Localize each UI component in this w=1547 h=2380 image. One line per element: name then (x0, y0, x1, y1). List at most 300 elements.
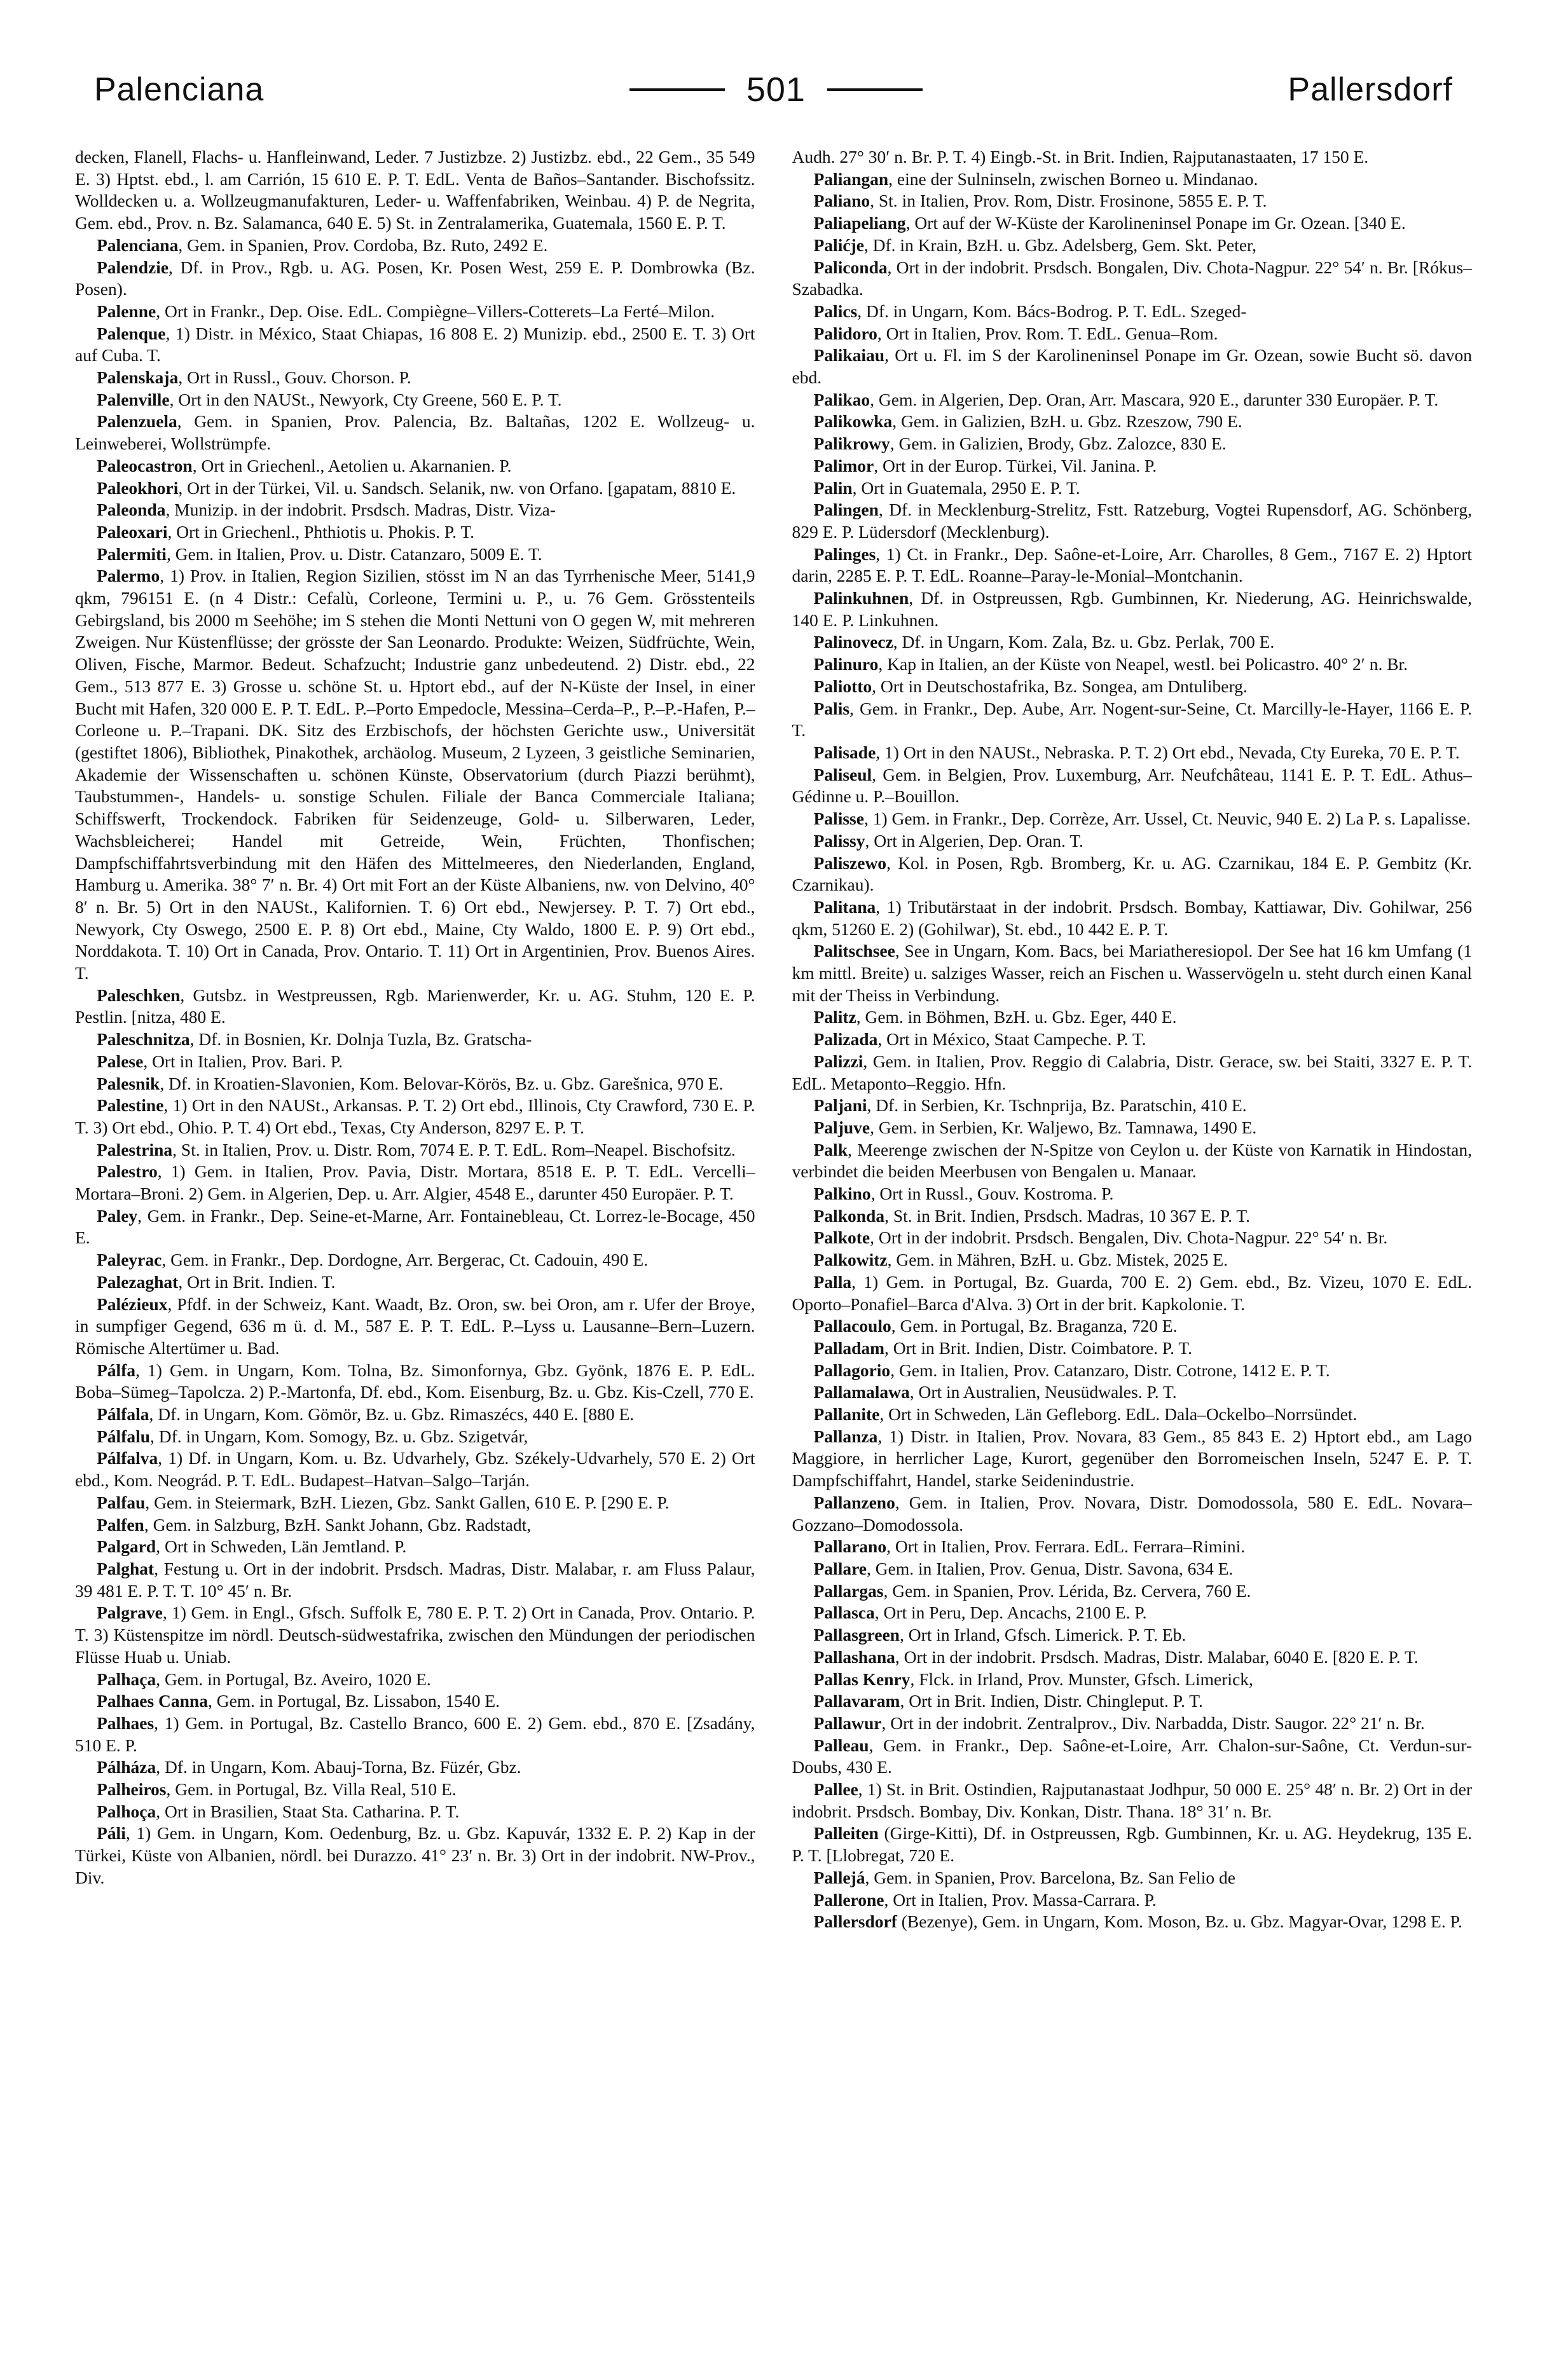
dictionary-entry (792, 587, 1473, 631)
entry-text: Audh. 27° 30′ n. Br. P. T. 4) Eingb.-St. in Brit. Indien, Rajputanastaaten, 17 150 E. (792, 147, 1369, 167)
dictionary-entry (792, 1051, 1473, 1095)
entry-text: , 1) Gem. in Frankr., Dep. Corrèze, Arr. Ussel, Ct. Neuvic, 940 E. 2) La P. s. Lapalisse. (863, 809, 1471, 829)
entry-text: , Ort in Algerien, Dep. Oran. T. (865, 830, 1083, 851)
entry-headword: Palissy (813, 830, 865, 851)
dictionary-entry (75, 257, 755, 301)
entry-headword: Pallavaram (813, 1691, 900, 1711)
dictionary-entry (792, 1646, 1473, 1669)
entry-headword: Palladam (813, 1337, 885, 1358)
entry-headword: Pallasgreen (813, 1625, 900, 1645)
right-column (792, 146, 1473, 2346)
entry-headword: Palestrina (97, 1139, 173, 1159)
entry-text: , Ort in Deutschostafrika, Bz. Songea, am Dntuliberg. (872, 676, 1248, 696)
dictionary-entry (792, 1249, 1473, 1271)
entry-headword: Palézieux (97, 1294, 168, 1314)
dictionary-entry (75, 499, 755, 521)
dictionary-entry (75, 1051, 755, 1073)
entry-headword: Paliconda (813, 257, 888, 277)
entry-headword: Paliapeliang (813, 213, 906, 233)
header-rule-left (629, 88, 725, 91)
entry-headword: Palkowitz (813, 1250, 888, 1270)
entry-headword: Palimor (813, 455, 874, 475)
dictionary-entry (792, 1536, 1473, 1558)
entry-text: , Munizip. in der indobrit. Prsdsch. Madras, Distr. Viza- (165, 500, 556, 520)
entry-headword: Paleokhori (97, 477, 179, 498)
entry-text: , Df. in Prov., Rgb. u. AG. Posen, Kr. Posen West, 259 E. P. Dombrowka (Bz. Posen). (75, 257, 755, 299)
dictionary-entry (75, 1249, 755, 1271)
dictionary-entry (75, 521, 755, 544)
entry-text: , Ort in der Türkei, Vil. u. Sandsch. Selanik, nw. von Orfano. [gapatam, 8810 E. (178, 477, 736, 498)
dictionary-entry (75, 1029, 755, 1051)
dictionary-entry (792, 1558, 1473, 1580)
entry-text: , Flck. in Irland, Prov. Munster, Gfsch. Limerick, (910, 1669, 1253, 1689)
dictionary-entry (75, 1558, 755, 1602)
entry-text: , 1) Df. in Ungarn, Kom. u. Bz. Udvarhely, Gbz. Székely-Udvarhely, 570 E. 2) Ort ebd., Kom. Neográd. P. T. EdL. Budapest–Hatvan–Salgo–Tarján. (75, 1448, 755, 1491)
dictionary-entry (792, 1669, 1473, 1691)
dictionary-entry (792, 1624, 1473, 1646)
entry-headword: Palenville (97, 389, 170, 409)
dictionary-entry (75, 1139, 755, 1161)
entry-text: , Gem. in Salzburg, BzH. Sankt Johann, Gbz. Radstadt, (144, 1514, 532, 1535)
entry-text: , Gem. in Portugal, Bz. Villa Real, 510 E. (166, 1779, 457, 1800)
entry-headword: Pálfalva (97, 1448, 158, 1468)
left-column (75, 146, 755, 2346)
dictionary-entry (792, 455, 1473, 477)
entry-text: , Df. in Ungarn, Kom. Gömör, Bz. u. Gbz. Rimaszécs, 440 E. [880 E. (149, 1404, 635, 1425)
dictionary-entry (75, 1447, 755, 1491)
dictionary-entry (792, 1602, 1473, 1624)
entry-text: , Gem. in Frankr., Dep. Seine-et-Marne, Arr. Fontainebleau, Ct. Lorrez-le-Bocage, 450 E. (75, 1205, 755, 1248)
entry-text: , 1) Gem. in Portugal, Bz. Guarda, 700 E. 2) Gem. ebd., Bz. Vizeu, 1070 E. EdL. Oporto–Ponafiel–Barca d'Alva. 3) Ort in der brit. Kapkolonie. T. (792, 1271, 1472, 1314)
dictionary-entry (792, 808, 1473, 830)
entry-text: , Gem. in Spanien, Prov. Barcelona, Bz. San Felio de (865, 1867, 1235, 1887)
entry-headword: Pálfa (97, 1360, 136, 1380)
dictionary-entry (792, 477, 1473, 500)
dictionary-entry (792, 212, 1473, 235)
right-running-headword: Pallersdorf (1288, 71, 1453, 108)
dictionary-entry (792, 235, 1473, 257)
entry-text: , 1) Prov. in Italien, Region Sizilien, stösst im N an das Tyrrhenische Meer, 5141,9 qkm, 796151 E. (n 4 Distr.: Cefalù, Corleone, Termini u. P., u. 76 Gem. Grösstenteils Gebirgsland, bis 2000 m Seehöhe; im S stehen die Monti Nettuni von O gegen W, mit mehreren Zweigen. Nur Küstenflüsse; der grösste der San Leonardo. Produkte: Weizen, Südfrüchte, Wein, Oliven, Fische, Marmor. Bedeut. Schafzucht; Industrie ganz unbedeutend. 2) Distr. ebd., 22 Gem., 513 877 E. 3) Grosse u. schöne St. u. Hptort ebd., auf der N-Küste der Insel, in einer Bucht mit Hafen, 320 000 E. P. T. EdL. P.–Porto Empedocle, Messina–Cerda–P., P.–P.-Hafen, P.–Corleone u. P.–Trapani. DK. Sitz des Erzbischofs, der höchsten Gerichte usw., Universität (gestiftet 1806), Bibliothek, Pinakothek, archäolog. Museum, 2 Lyzeen, 3 geistliche Seminarien, Akademie der Wissenschaften u. schönen Künste, Observatorium (durch Piazzi berühmt), Taubstummen-, Handels- u. sonstige Schulen. Filiale der Banca Commerciale Italiana; Schiffswerft, Trockendock. Fabriken für Seidenzeuge, Gold- u. Silberwaren, Leder, Wachsbleicherei; Handel mit Getreide, Wein, Früchten, Thonfischen; Dampfschiffahrtsverbindung mit den Häfen des Mittelmeeres, den Niederlanden, England, Hamburg u. Amerika. 38° 7′ n. Br. 4) Ort mit Fort an der Küste Albaniens, nw. von Delvino, 40° 8′ n. Br. 5) Ort in den NAUSt., Kalifornien. T. 6) Ort ebd., Newjersey. P. T. 7) Ort ebd., Newyork, Cty Oswego, 2500 E. P. 8) Ort ebd., Maine, Cty Waldo, 1800 E. P. 9) Ort ebd., Norddakota. T. 10) Ort in Canada, Prov. Ontario. T. 11) Ort in Argentinien, Prov. Buenos Aires. T. (75, 566, 755, 983)
entry-headword: Palingen (813, 500, 879, 520)
dictionary-entry (792, 1823, 1473, 1866)
dictionary-entry (792, 544, 1473, 587)
entry-headword: Pallacoulo (813, 1316, 891, 1336)
entry-text: , Gem. in Galizien, BzH. u. Gbz. Rzeszow, 790 E. (892, 411, 1242, 432)
entry-text: , Df. in Serbien, Kr. Tschnprija, Bz. Paratschin, 410 E. (867, 1095, 1247, 1116)
dictionary-entry (75, 411, 755, 455)
dictionary-entry (792, 1139, 1473, 1183)
page-header (75, 61, 1472, 118)
dictionary-entry (792, 146, 1473, 168)
entry-headword: Pallagorio (813, 1360, 891, 1380)
entry-text: , Df. in Kroatien-Slavonien, Kom. Belovar-Körös, Bz. u. Gbz. Garešnica, 970 E. (160, 1073, 724, 1093)
entry-headword: Palizzi (813, 1051, 863, 1071)
entry-text: , Ort in Schweden, Län Jemtland. P. (156, 1536, 407, 1557)
dictionary-entry (792, 1117, 1473, 1139)
dictionary-entry (792, 1404, 1473, 1426)
header-rule-right (827, 88, 923, 91)
dictionary-entry (792, 168, 1473, 191)
entry-headword: Pallamalawa (813, 1382, 910, 1402)
entry-text: , 1) St. in Brit. Ostindien, Rajputanastaat Jodhpur, 50 000 E. 25° 48′ n. Br. 2) Ort in der indobrit. Prsdsch. Bombay, Div. Konkan, Distr. Thana. 18° 31′ n. Br. (792, 1779, 1472, 1821)
text-columns (75, 146, 1472, 2346)
entry-headword: Pallanza (813, 1426, 878, 1446)
dictionary-entry (75, 301, 755, 323)
entry-text: , Ort in Brit. Indien, Distr. Coimbatore. P. T. (884, 1337, 1193, 1358)
entry-text: , Ort in der indobrit. Prsdsch. Bongalen, Div. Chota-Nagpur. 22° 54′ n. Br. [Rókus–Szabadka. (792, 257, 1472, 299)
entry-text: , 1) Gem. in Ungarn, Kom. Tolna, Bz. Simonfornya, Gbz. Gyönk, 1876 E. P. EdL. Boba–Sümeg–Tapolcza. 2) P.-Martonfa, Df. ebd., Kom. Eisenburg, Bz. u. Gbz. Kis-Czell, 770 E. (75, 1360, 755, 1402)
entry-text: , Pfdf. in der Schweiz, Kant. Waadt, Bz. Oron, sw. bei Oron, am r. Ufer der Broye, in sumpfiger Gegend, 636 m ü. d. M., 587 E. P. T. EdL. P.–Lyss u. Lausanne–Bern–Luzern. Römische Altertümer u. Bad. (75, 1294, 755, 1358)
dictionary-entry (792, 1492, 1473, 1536)
entry-headword: Paley (97, 1205, 138, 1226)
dictionary-entry (75, 565, 755, 984)
dictionary-entry (792, 1095, 1473, 1117)
entry-text: , Ort in Italien, Prov. Ferrara. EdL. Ferrara–Rimini. (886, 1536, 1246, 1557)
dictionary-entry (75, 1801, 755, 1823)
dictionary-entry (75, 1779, 755, 1801)
entry-headword: Palisse (813, 809, 864, 829)
entry-text: , Df. in Bosnien, Kr. Dolnja Tuzla, Bz. Gratscha- (189, 1029, 532, 1050)
entry-headword: Paliano (813, 191, 870, 211)
entry-text: , Ort in der Europ. Türkei, Vil. Janina. P. (874, 455, 1157, 475)
entry-headword: Palgrave (97, 1603, 163, 1623)
entry-text: , Df. in Krain, BzH. u. Gbz. Adelsberg, Gem. Skt. Peter, (863, 235, 1256, 255)
entry-text: , Gutsbz. in Westpreussen, Rgb. Marienwerder, Kr. u. AG. Stuhm, 120 E. P. Pestlin. [nitza, 480 E. (75, 985, 755, 1027)
entry-headword: Palinovecz (813, 632, 893, 652)
entry-headword: Pálfalu (97, 1426, 151, 1446)
entry-text: , Ort in Frankr., Dep. Oise. EdL. Compiègne–Villers-Cotterets–La Ferté–Milon. (156, 301, 715, 321)
dictionary-entry (792, 1227, 1473, 1249)
entry-headword: Palla (813, 1271, 852, 1292)
entry-headword: Palitz (813, 1007, 856, 1027)
dictionary-entry (75, 1294, 755, 1360)
dictionary-entry (75, 1095, 755, 1139)
entry-headword: Palenciana (97, 235, 179, 255)
dictionary-entry (792, 1690, 1473, 1713)
dictionary-entry (792, 631, 1473, 653)
entry-text: , Gem. in Böhmen, BzH. u. Gbz. Eger, 440 E. (856, 1007, 1177, 1027)
dictionary-entry (792, 1779, 1473, 1823)
entry-text: , Df. in Mecklenburg-Strelitz, Fstt. Ratzeburg, Vogtei Rupensdorf, AG. Schönberg, 829 E. P. Lüdersdorf (Mecklenburg). (792, 500, 1472, 542)
entry-headword: Palitschsee (813, 941, 895, 961)
entry-text: , 1) Ort in den NAUSt., Nebraska. P. T. 2) Ort ebd., Nevada, Cty Eureka, 70 E. P. T. (876, 742, 1460, 762)
entry-text: , Df. in Ungarn, Kom. Bács-Bodrog. P. T. EdL. Szeged- (857, 301, 1247, 321)
entry-text: , Gem. in Steiermark, BzH. Liezen, Gbz. Sankt Gallen, 610 E. P. [290 E. P. (145, 1492, 670, 1512)
dictionary-entry (75, 323, 755, 367)
entry-headword: Palis (813, 698, 850, 718)
entry-headword: Pallasca (813, 1603, 875, 1623)
entry-headword: Palenque (97, 323, 166, 343)
entry-headword: Palese (97, 1051, 144, 1071)
entry-headword: Palkonda (813, 1205, 885, 1226)
dictionary-entry (75, 1602, 755, 1668)
dictionary-entry (792, 1867, 1473, 1889)
entry-text: , Gem. in Portugal, Bz. Lissabon, 1540 E. (207, 1691, 500, 1711)
dictionary-entry (75, 1713, 755, 1756)
dictionary-entry (792, 1337, 1473, 1360)
dictionary-entry (792, 742, 1473, 764)
dictionary-entry (792, 1029, 1473, 1051)
entry-headword: Palenskaja (97, 367, 179, 388)
entry-text: , Ort in der indobrit. Prsdsch. Madras, Distr. Malabar, 6040 E. [820 E. P. T. (895, 1646, 1419, 1667)
dictionary-entry (75, 1205, 755, 1249)
dictionary-entry (75, 389, 755, 411)
page-number: 501 (746, 71, 806, 109)
entry-text: , Gem. in Galizien, Brody, Gbz. Zalozce, 830 E. (890, 434, 1227, 454)
entry-headword: Paleonda (97, 500, 166, 520)
entry-text: , Kap in Italien, an der Küste von Neapel, westl. bei Policastro. 40° 2′ n. Br. (878, 654, 1408, 674)
entry-headword: Pallanzeno (813, 1492, 895, 1512)
entry-headword: Pallersdorf (813, 1912, 897, 1932)
dictionary-entry (792, 676, 1473, 698)
entry-text: , 1) Ct. in Frankr., Dep. Saône-et-Loire, Arr. Charolles, 8 Gem., 7167 E. 2) Hptort darin, 2285 E. P. T. EdL. Roanne–Paray-le-Monial–Montchanin. (792, 544, 1472, 586)
dictionary-entry (792, 852, 1473, 896)
dictionary-entry (792, 1006, 1473, 1029)
left-running-headword: Palenciana (94, 71, 265, 108)
entry-text: , 1) Ort in den NAUSt., Arkansas. P. T. 2) Ort ebd., Illinois, Cty Crawford, 730 E. P. T. 3) Ort ebd., Ohio. P. T. 4) Ort ebd., Texas, Cty Anderson, 8297 E. P. T. (75, 1095, 755, 1137)
entry-text: , Kol. in Posen, Rgb. Bromberg, Kr. u. AG. Czarnikau, 184 E. P. Gembitz (Kr. Czarnikau). (792, 852, 1472, 895)
entry-headword: Paljuve (813, 1117, 870, 1137)
entry-text: , Meerenge zwischen der N-Spitze von Ceylon u. der Küste von Karnatik in Hindostan, verbindet die beiden Meerbusen von Bengalen u. Manaar. (792, 1139, 1472, 1182)
entry-headword: Palermo (97, 566, 160, 586)
entry-headword: Paliszewo (813, 852, 887, 873)
entry-headword: Palidoro (813, 323, 877, 343)
entry-headword: Pallashana (813, 1646, 895, 1667)
dictionary-entry (792, 653, 1473, 676)
dictionary-entry (75, 1669, 755, 1691)
dictionary-entry (792, 1911, 1473, 1933)
entry-headword: Palkote (813, 1228, 870, 1248)
entry-headword: Palestro (97, 1161, 158, 1182)
entry-text: , eine der Sulninseln, zwischen Borneo u. Mindanao. (888, 168, 1258, 189)
entry-text: , 1) Gem. in Portugal, Bz. Castello Branco, 600 E. 2) Gem. ebd., 870 E. [Zsadány, 510 E. P. (75, 1713, 755, 1755)
dictionary-entry (75, 235, 755, 257)
entry-headword: Páli (97, 1823, 126, 1843)
entry-headword: Pálfala (97, 1404, 149, 1425)
dictionary-entry (792, 1205, 1473, 1228)
entry-text: , Gem. in Spanien, Prov. Palencia, Bz. Baltañas, 1202 E. Wollzeug- u. Leinweberei, Wollstrümpfe. (75, 411, 755, 454)
dictionary-entry (792, 1360, 1473, 1382)
entry-text: , St. in Italien, Prov. u. Distr. Rom, 7074 E. P. T. EdL. Rom–Neapel. Bischofsitz. (172, 1139, 736, 1159)
dictionary-entry (792, 698, 1473, 742)
entry-text: , Ort in Guatemala, 2950 E. P. T. (852, 477, 1080, 498)
entry-text: , 1) Gem. in Engl., Gfsch. Suffolk E, 780 E. P. T. 2) Ort in Canada, Prov. Ontario. P. T. 3) Küstenspitze im nördl. Deutsch-südwestafrika, zwischen den Mündungen der periodischen Flüsse Huab u. Uniab. (75, 1603, 755, 1667)
entry-text: , Df. in Ungarn, Kom. Somogy, Bz. u. Gbz. Szigetvár, (150, 1426, 528, 1446)
dictionary-entry (75, 1161, 755, 1205)
entry-text: , See in Ungarn, Kom. Bacs, bei Mariatheresiopol. Der See hat 16 km Umfang (1 km mittl. Breite) u. salziges Wasser, reich an Fischen u. Wasservögeln u. steht durch einen Kanal mit der Theiss in Verbindung. (792, 941, 1472, 1005)
entry-text: , Ort in Italien, Prov. Massa-Carrara. P. (884, 1889, 1157, 1910)
entry-headword: Palinges (813, 544, 876, 564)
dictionary-entry (75, 1404, 755, 1426)
dictionary-entry (792, 1426, 1473, 1492)
entry-text: , Gem. in Italien, Prov. Reggio di Calabria, Distr. Gerace, sw. bei Staiti, 3327 E. P. T. EdL. Metaponto–Reggio. Hfn. (792, 1051, 1472, 1093)
entry-headword: Palheiros (97, 1779, 167, 1800)
entry-text: , Ort auf der W-Küste der Karolineninsel Ponape im Gr. Ozean. [340 E. (905, 213, 1406, 233)
entry-headword: Palhoça (97, 1801, 156, 1821)
entry-text: , Ort in Griechenl., Phthiotis u. Phokis. P. T. (167, 521, 475, 542)
entry-headword: Palićje (813, 235, 864, 255)
entry-headword: Palermiti (97, 544, 167, 564)
entry-headword: Palikaiau (813, 345, 885, 366)
entry-text: , Ort in Italien, Prov. Rom. T. EdL. Genua–Rom. (877, 323, 1218, 343)
entry-headword: Palikowka (813, 411, 893, 432)
dictionary-entry (75, 985, 755, 1029)
dictionary-entry (792, 1580, 1473, 1603)
dictionary-entry (792, 1271, 1473, 1315)
entry-text: , Gem. in Algerien, Dep. Oran, Arr. Mascara, 920 E., darunter 330 Europäer. P. T. (870, 389, 1439, 409)
entry-headword: Palizada (813, 1029, 878, 1050)
dictionary-entry (792, 1889, 1473, 1912)
entry-text: , 1) Distr. in México, Staat Chiapas, 16 808 E. 2) Munizip. ebd., 2500 E. T. 3) Ort auf Cuba. T. (75, 323, 755, 366)
dictionary-entry (792, 257, 1473, 301)
entry-headword: Palleau (813, 1735, 869, 1755)
entry-headword: Palkino (813, 1184, 871, 1204)
entry-text: , Df. in Ungarn, Kom. Abauj-Torna, Bz. Füzér, Gbz. (156, 1757, 521, 1777)
entry-headword: Pallarano (813, 1536, 887, 1557)
entry-text: , Gem. in Belgien, Prov. Luxemburg, Arr. Neufchâteau, 1141 E. P. T. EdL. Athus–Gédinne u. P.–Bouillon. (792, 764, 1472, 807)
entry-headword: Palitana (813, 896, 876, 917)
entry-text: , 1) Tributärstaat in der indobrit. Prsdsch. Bombay, Kattiawar, Div. Gohilwar, 256 qkm, 51260 E. 2) (Gohilwar), St. ebd., 10 442 E. P. T. (792, 896, 1472, 939)
dictionary-entry (792, 896, 1473, 940)
dictionary-entry (792, 940, 1473, 1006)
entry-text: , Ort in der indobrit. Zentralprov., Div. Narbadda, Distr. Saugor. 22° 21′ n. Br. (881, 1713, 1425, 1733)
entry-text: , Gem. in Portugal, Bz. Braganza, 720 E. (891, 1316, 1178, 1336)
dictionary-entry (792, 433, 1473, 455)
entry-headword: Paljani (813, 1095, 867, 1116)
entry-headword: Paleschken (97, 985, 181, 1005)
dictionary-entry (792, 764, 1473, 808)
entry-headword: Palestine (97, 1095, 164, 1116)
entry-text: , Df. in Ungarn, Kom. Zala, Bz. u. Gbz. Perlak, 700 E. (893, 632, 1275, 652)
entry-headword: Palikao (813, 389, 870, 409)
entry-headword: Pallee (813, 1779, 858, 1800)
entry-text: , Ort in Australien, Neusüdwales. P. T. (909, 1382, 1177, 1402)
dictionary-entry (75, 1514, 755, 1536)
entry-text: , Gem. in Italien, Prov. Genua, Distr. Savona, 634 E. (867, 1559, 1234, 1578)
dictionary-entry (792, 190, 1473, 212)
entry-text: , 1) Gem. in Italien, Prov. Pavia, Distr. Mortara, 8518 E. P. T. EdL. Vercelli–Mortara–Broni. 2) Gem. in Algerien, Dep. u. Arr. Algier, 4548 E., darunter 450 Europäer. P. T. (75, 1161, 755, 1204)
dictionary-entry (792, 323, 1473, 345)
entry-headword: Palics (813, 301, 858, 321)
entry-headword: Palesnik (97, 1073, 160, 1093)
entry-text: , Gem. in Frankr., Dep. Aube, Arr. Nogent-sur-Seine, Ct. Marcilly-le-Hayer, 1166 E. P. T. (792, 698, 1472, 741)
entry-text: , Ort in Russl., Gouv. Chorson. P. (178, 367, 411, 388)
entry-text: , Festung u. Ort in der indobrit. Prsdsch. Madras, Distr. Malabar, r. am Fluss Palaur, 39 481 E. P. T. T. 10° 45′ n. Br. (75, 1559, 755, 1601)
dictionary-entry (792, 1713, 1473, 1735)
entry-headword: Palinuro (813, 654, 879, 674)
entry-headword: Paliotto (813, 676, 872, 696)
entry-headword: Palinkuhnen (813, 588, 909, 608)
entry-text: , Ort in Peru, Dep. Ancachs, 2100 E. P. (874, 1603, 1147, 1623)
entry-text: , Ort in Schweden, Län Gefleborg. EdL. Dala–Ockelbo–Norrsündet. (879, 1404, 1358, 1425)
entry-text: , Gem. in Portugal, Bz. Aveiro, 1020 E. (156, 1669, 431, 1689)
entry-headword: Palhaça (97, 1669, 156, 1689)
entry-text: , St. in Italien, Prov. Rom, Distr. Frosinone, 5855 E. P. T. (870, 191, 1267, 211)
dictionary-entry (75, 1756, 755, 1779)
entry-text: , Ort in Brit. Indien, Distr. Chingleput. P. T. (900, 1691, 1203, 1711)
entry-text: , 1) Distr. in Italien, Prov. Novara, 83 Gem., 85 843 E. 2) Hptort ebd., am Lago Maggiore, in herrlicher Lage, Kurort, gegenüber den Borromeischen Inseln, 5247 E. P. T. Dampfschiffahrt, Handel, starke Seidenindustrie. (792, 1426, 1472, 1491)
dictionary-entry (75, 367, 755, 389)
entry-headword: Pallas Kenry (813, 1669, 911, 1689)
dictionary-entry (792, 830, 1473, 852)
dictionary-entry (75, 1073, 755, 1095)
entry-headword: Palleiten (813, 1823, 879, 1843)
entry-text: , 1) Gem. in Ungarn, Kom. Oedenburg, Bz. u. Gbz. Kapuvár, 1332 E. P. 2) Kap in der Türkei, Küste von Albanien, nördl. bei Durazzo. 41° 23′ n. Br. 3) Ort in der indobrit. NW-Prov., Div. (75, 1823, 755, 1887)
entry-headword: Paleyrac (97, 1250, 162, 1270)
dictionary-entry (792, 389, 1473, 411)
dictionary-entry (75, 455, 755, 477)
entry-headword: Palin (813, 477, 853, 498)
entry-headword: Palisade (813, 742, 876, 762)
dictionary-entry (792, 1183, 1473, 1205)
entry-text: , St. in Brit. Indien, Prsdsch. Madras, 10 367 E. P. T. (884, 1205, 1251, 1226)
entry-headword: Palgard (97, 1536, 156, 1557)
entry-text: , Gem. in Serbien, Kr. Waljewo, Bz. Tamnawa, 1490 E. (870, 1117, 1257, 1137)
dictionary-entry (792, 411, 1473, 433)
entry-text: , Ort in Brasilien, Staat Sta. Catharina. P. T. (156, 1801, 460, 1821)
dictionary-entry (792, 345, 1473, 388)
entry-text: (Girge-Kitti), Df. in Ostpreussen, Rgb. Gumbinnen, Kr. u. AG. Heydekrug, 135 E. P. T. [Llobregat, 720 E. (792, 1823, 1472, 1866)
entry-headword: Palghat (97, 1559, 155, 1578)
entry-headword: Palfen (97, 1514, 144, 1535)
entry-headword: Palenzuela (97, 411, 177, 432)
entry-text: , Ort in Brit. Indien. T. (178, 1271, 336, 1292)
entry-text: , Gem. in Spanien, Prov. Cordoba, Bz. Ruto, 2492 E. (178, 235, 548, 255)
entry-text: , Gem. in Frankr., Dep. Dordogne, Arr. Bergerac, Ct. Cadouin, 490 E. (162, 1250, 649, 1270)
entry-text: (Bezenye), Gem. in Ungarn, Kom. Moson, Bz. u. Gbz. Magyar-Ovar, 1298 E. P. (897, 1912, 1462, 1932)
dictionary-entry (792, 499, 1473, 543)
entry-headword: Pallerone (813, 1889, 884, 1910)
entry-text: , Ort in Irland, Gfsch. Limerick. P. T. Eb. (899, 1625, 1186, 1645)
entry-headword: Palhaes Canna (97, 1691, 208, 1711)
dictionary-entry (792, 1315, 1473, 1337)
entry-headword: Paliseul (813, 764, 872, 784)
entry-headword: Palk (813, 1139, 848, 1159)
entry-headword: Pallanite (813, 1404, 880, 1425)
entry-headword: Palendzie (97, 257, 169, 277)
dictionary-entry (792, 1735, 1473, 1779)
entry-text: , Df. in Ostpreussen, Rgb. Gumbinnen, Kr. Niederung, AG. Heinrichswalde, 140 E. P. Linkuhnen. (792, 588, 1472, 630)
entry-headword: Palfau (97, 1492, 146, 1512)
entry-headword: Pallare (813, 1559, 867, 1578)
entry-headword: Paleschnitza (97, 1029, 190, 1050)
entry-text: , Ort in Italien, Prov. Bari. P. (143, 1051, 343, 1071)
dictionary-entry (75, 1492, 755, 1514)
page-number-block (629, 70, 923, 109)
entry-headword: Palenne (97, 301, 156, 321)
entry-headword: Paleocastron (97, 455, 193, 475)
entry-headword: Pálháza (97, 1757, 156, 1777)
entry-text: , Gem. in Frankr., Dep. Saône-et-Loire, Arr. Chalon-sur-Saône, Ct. Verdun-sur-Doubs, 430 E. (792, 1735, 1472, 1777)
dictionary-entry (792, 301, 1473, 323)
entry-text: , Ort in Griechenl., Aetolien u. Akarnanien. P. (192, 455, 512, 475)
entry-text: , Ort in Russl., Gouv. Kostroma. P. (870, 1184, 1114, 1204)
dictionary-entry (75, 1690, 755, 1713)
entry-text: , Gem. in Mähren, BzH. u. Gbz. Mistek, 2025 E. (887, 1250, 1228, 1270)
dictionary-entry (75, 1271, 755, 1294)
entry-headword: Paleoxari (97, 521, 168, 542)
entry-headword: Pallawur (813, 1713, 882, 1733)
dictionary-entry (75, 544, 755, 566)
entry-headword: Palikrowy (813, 434, 890, 454)
entry-headword: Palezaghat (97, 1271, 179, 1292)
entry-text: , Ort in México, Staat Campeche. P. T. (877, 1029, 1146, 1050)
entry-text: decken, Flanell, Flachs- u. Hanfleinwand, Leder. 7 Justizbze. 2) Justizbz. ebd., 22 Gem., 35 549 E. 3) Hptst. ebd., l. am Carrión, 15 610 E. P. T. EdL. Venta de Baños–Santander. Bischofssitz. Wolldecken u. a. Wollzeugmanufakturen, Leder- u. Waffenfabriken, Weinbau. 4) P. de Negrita, Gem. ebd., Prov. n. Bz. Salamanca, 640 E. 5) St. in Zentralamerika, Guatemala, 1560 E. P. T. (75, 147, 755, 233)
entry-text: , Ort in den NAUSt., Newyork, Cty Greene, 560 E. P. T. (169, 389, 562, 409)
dictionary-entry (75, 1536, 755, 1558)
entry-headword: Palhaes (97, 1713, 155, 1733)
entry-text: , Gem. in Spanien, Prov. Lérida, Bz. Cervera, 760 E. (883, 1580, 1251, 1601)
